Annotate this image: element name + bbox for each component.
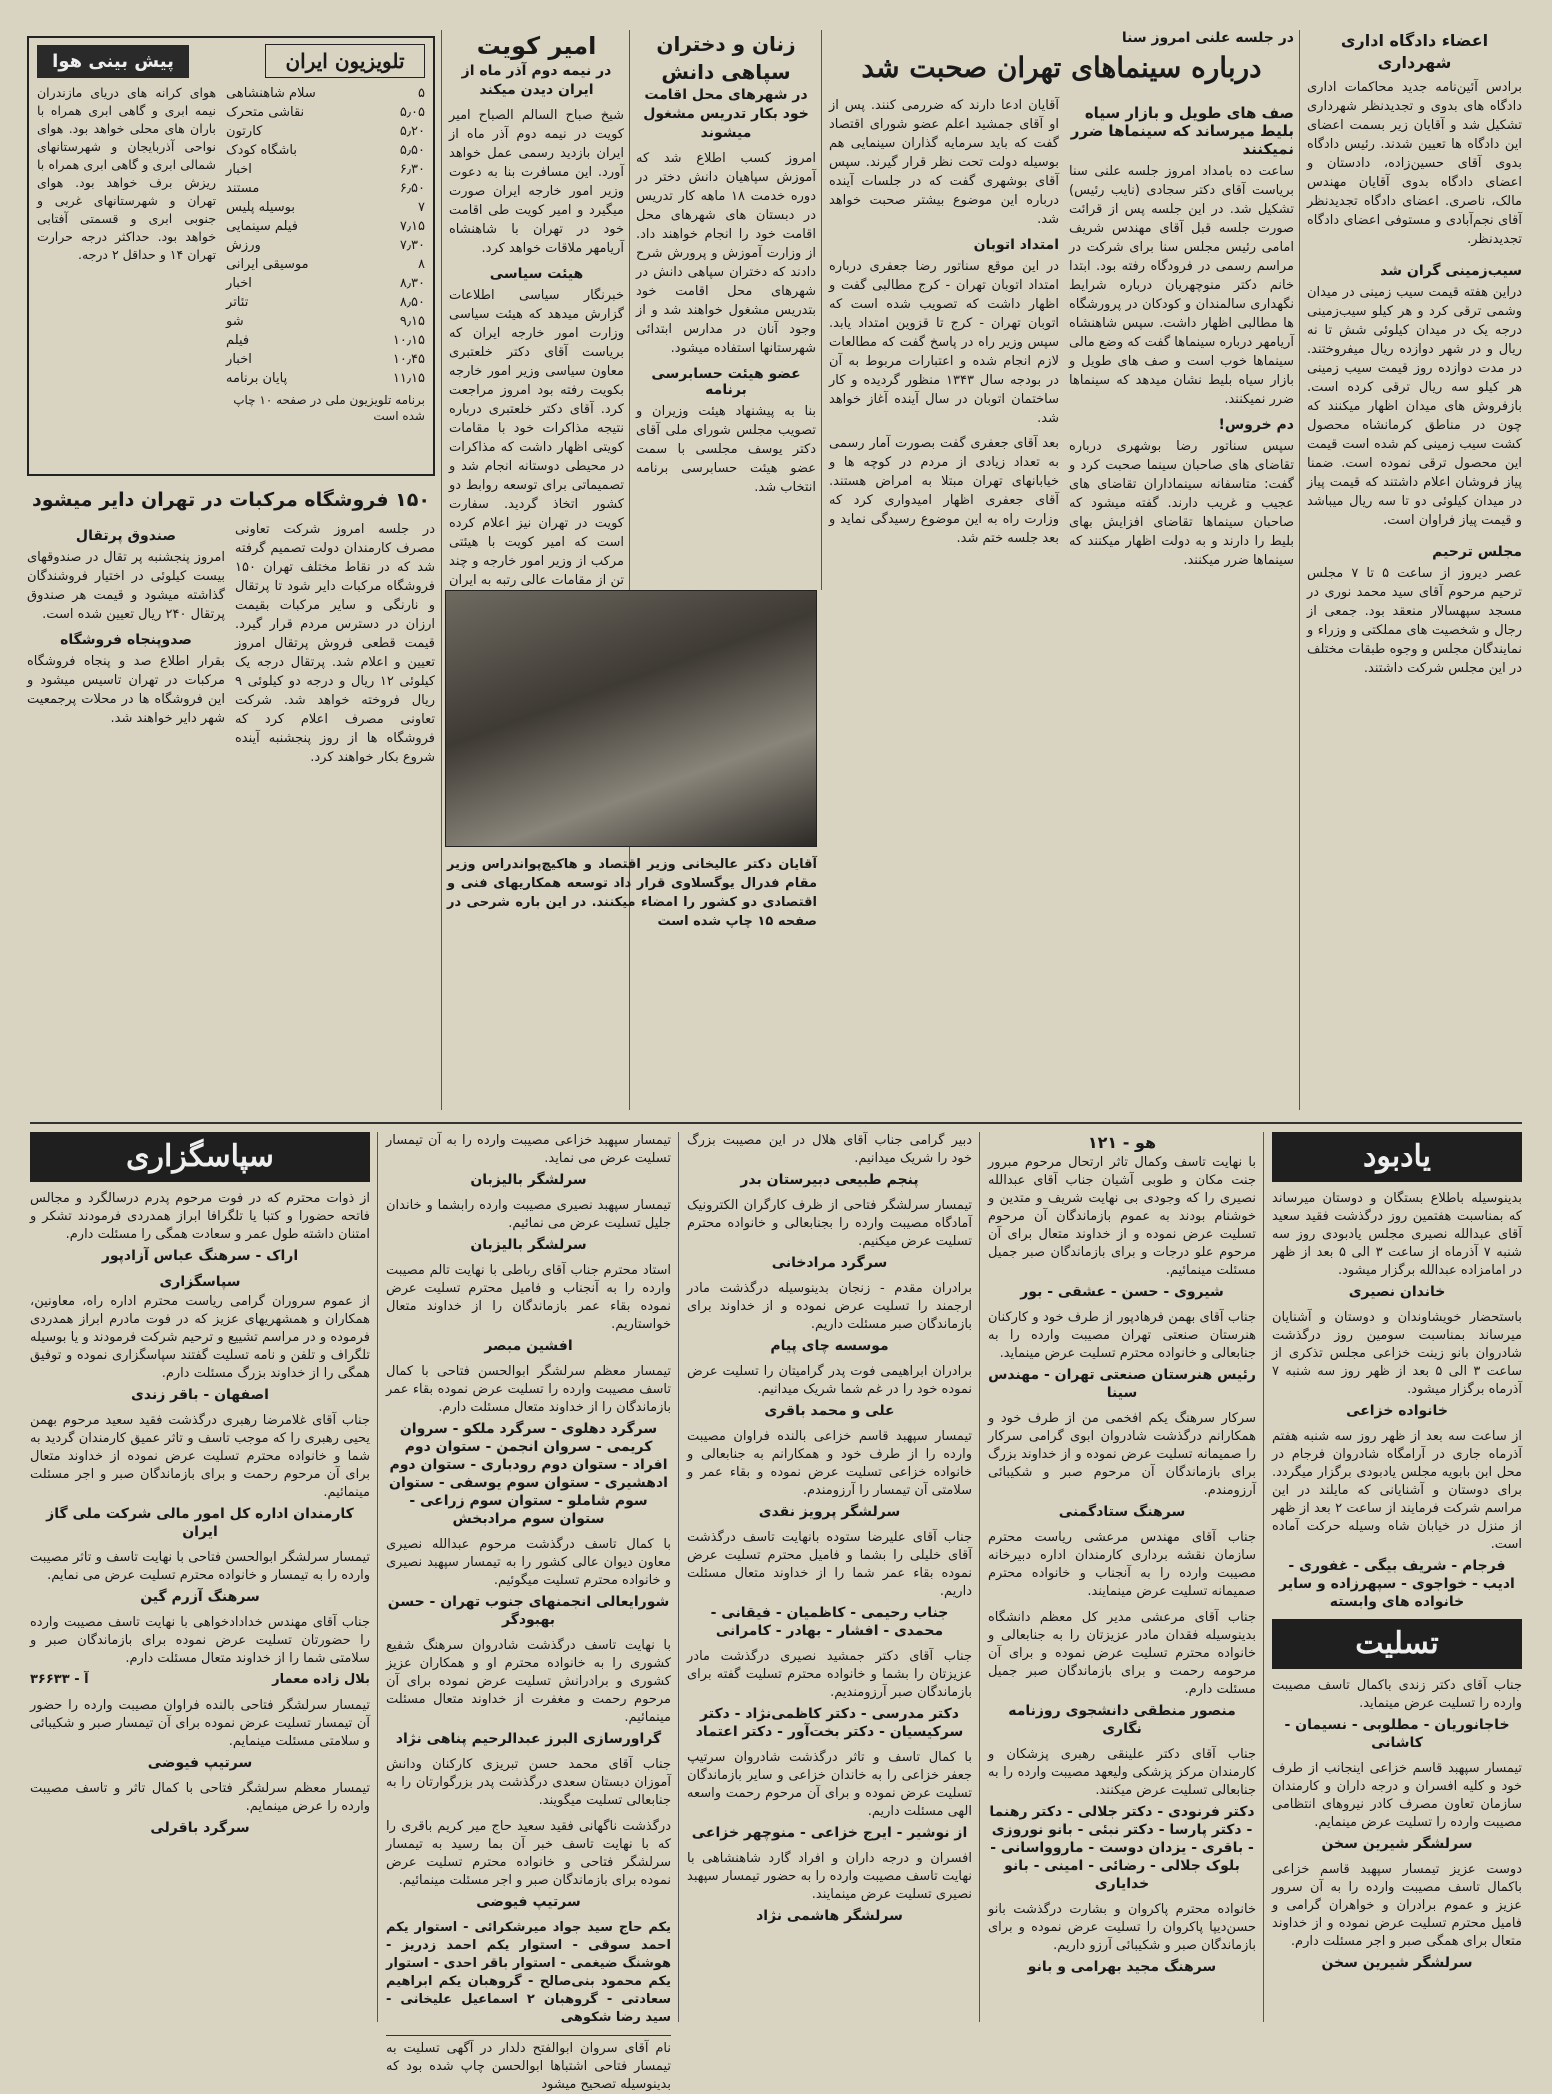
signature-4-3: افشین مبصر [484,1338,573,1354]
notice-4-8: درگذشت ناگهانی فقید سعید حاج میر کریم باقری را که با نهایت تاسف خبر آن بما رسید به تیمسار سرلشگر فتاحی و خانواده محترم تسلیت عرض نموده برای بازماندگان صبر و اجر مسئلت مینمائیم. [386,1819,671,1888]
notice-4-3: استاد محترم جناب آقای رباطی با نهایت تالم مصیبت وارده را به آنجناب و فامیل محترم تسلیت عرض نموده بقاء عمر بازماندگان را از خداوند متعال خواستاریم. [386,1263,671,1332]
column-rule [441,30,442,1110]
tv-program-title: ورزش [226,238,261,253]
column-rule [377,1132,378,2022]
tv-program-time: ۹٫۱۵ [399,314,425,329]
tv-program-title: نقاشی متحرک [226,105,305,120]
banner-memorial: یادبود [1272,1132,1522,1182]
signature-3-4: علی و محمد باقری [764,1403,895,1419]
subhead-potato: سیب‌زمینی گران شد [1380,263,1522,279]
notice-3-5: تیمسار سپهبد قاسم خزاعی بالنده فراوان مصیبت وارده را از طرف خود و همکارانم به جنابعالی و خانواده خزاعی تسلیت عرض نموده و بقاء عمر و سلامتی آن تیمسار را آرزومندم. [687,1429,972,1498]
weather-forecast: هوای کرانه های دریای مازندران نیمه ابری و گاهی ابری همراه با باران های محلی خواهد بود. هوای نواحی آذربایجان و شهرستانهای شمالی ابری و گاهی ابری همراه با ریزش برف خواهد بود. هوای تهران و شهرستانهای غربی و جنوبی ابری و قسمتی آفتابی خواهد بود. حداکثر درجه حرارت تهران ۱۴ و حداقل ۲ درجه. [37,85,217,262]
notice-4-9: یکم حاج سید جواد میرشکرائی - استوار یکم احمد سوقی - استوار یکم احمد زدریز - هوشنگ ضیغمی - استوار باقر احدی - استوار یکم محمود بنی‌صالح - گروهبان یکم ابراهیم سعادتی - گروهبان ۲ اسماعیل علیخانی - سید رضا شکوهی [386,1920,671,2025]
signature-5-5a: بلال زاده معمار [272,1672,370,1687]
notice-condolence-1: جناب آقای دکتر زندی باکمال تاسف مصیبت وارده را تسلیت عرض مینماید. [1272,1678,1522,1711]
notice-condolence-3: دوست عزیز تیمسار سپهبد قاسم خزاعی باکمال تاسف مصیبت وارده را به آن سرور عزیز و عموم برادران و خواهران گرامی و فامیل محترم تسلیت عرض نموده و از خداوند متعال برای همگی صبر و اجر مسئلت دارم. [1272,1862,1522,1949]
article-cinema-part1: ساعت ده بامداد امروز جلسه علنی سنا بریاست آقای دکتر سجادی (نایب رئیس) تشکیل شد. در این جلسه پس از قرائت صورت جلسه قبل آقای مهندس شریف امامی رئیس مجلس سنا برای شرکت در مراسم رسمی در فرودگاه رفته بود. ابتدا خانم دکتر منوچهریان درباره شرایط نگهداری سالمندان و کودکان در پرورشگاه ها مطالبی اظهار داشت. سپس شاهنشاه آریامهر درباره سینماها گفت که وضع مالی سینماها خوب است و صف های طویل و بازار سیاه بلیط نشان میدهد که سینماها ضرر نمیکنند. [1069,164,1294,407]
banner-condolence: تسلیت [1272,1619,1522,1669]
notice-3-6: جناب آقای علیرضا ستوده بانهایت تاسف درگذشت آقای خلیلی را بشما و فامیل محترم تسلیت عرض نموده بقاء عمر شما را از خداوند متعال مسئلت داریم. [687,1530,972,1599]
tv-weather-box [27,36,435,476]
article-political-mission: خبرنگار سیاسی اطلاعات گزارش میدهد که هیئت سیاسی وزارت امور خارجه ایران که بریاست آقای دکتر خلعتبری معاون سیاسی وزیر امور خارجه بکویت رفته بود امروز مراجعت کرد. آقای دکتر خلعتبری درباره نتیجه مذاکرات خود با مقامات کویتی اظهار داشت که مذاکرات در محیطی دوستانه انجام شد و تصمیماتی برای توسعه روابط دو کشور اتخاذ گردید. سفارت کویت در تهران نیز اعلام کرده است که امیر کویت با هیئتی مرکب از وزیر امور خارجه و چند تن از مقامات عالی رتبه به ایران [449,288,624,588]
notice-3-4: برادران ابراهیمی فوت پدر گرامیتان را تسلیت عرض نموده خود را در غم شما شریک میدانیم. [687,1364,972,1397]
notice-3-3: برادران مقدم - زنجان بدینوسیله درگذشت مادر ارجمند را تسلیت عرض نموده و از خداوند برای بازماندگان صبر مسئلت داریم. [687,1281,972,1332]
notice-5-7: تیمسار معظم سرلشگر فتاحی با کمال تاثر و تاسف مصیبت وارده را عرض مینمایم. [30,1781,370,1814]
tv-program-title: اخبار [226,162,252,177]
notice-4-10: نام آقای سروان ابوالفتح دلدار در آگهی تسلیت به تیمسار فتاحی اشتباها ابوالحسن چاپ شده بود که بدینوسیله تصحیح میشود [386,2035,671,2094]
tv-program-title: فیلم سینمایی [226,219,298,234]
notice-4-4: تیمسار معظم سرلشگر ابوالحسن فتاحی با کمال تاسف مصیبت وارده را تسلیت عرض نموده بقاء عمر بازماندگان را از خداوند متعال مسئلت دارم. [386,1364,671,1415]
headline-kuwait: امیر کویت [476,32,597,60]
notice-2-1: با نهایت تاسف وکمال تاثر ارتحال مرحوم مبرور جنت مکان و طوبی آشیان جناب آقای عبدالله نصیری را که وجودی بی نهایت شریف و متدین و خوشنام بودند به عموم بازماندگان آن مرحوم تسلیت عرض نموده و از خداوند متعال برای آن مرحوم علو درجات و برای بازماندگان صبر جمیل مسئلت مینمائیم. [988,1155,1256,1278]
notice-2-7: خانواده محترم پاکروان و بشارت درگذشت بانو حسن‌دیپا پاکروان را تسلیت عرض نموده و برای بازماندگان صبر و شکیبائی آرزو داریم. [988,1902,1256,1953]
article-kuwait: شیخ صباح السالم الصباح امیر کویت در نیمه دوم آذر ماه از ایران بازدید رسمی عمل خواهد آورد. این مسافرت بنا به دعوت وزیر امور خارجه ایران صورت میگیرد و امیر کویت طی اقامت خود در تهران با شاهنشاه آریامهر ملاقات خواهد کرد. [449,108,624,256]
notice-4-1: تیمسار سپهبد خزاعی مصیبت وارده را به آن تیمسار تسلیت عرض می نماید. [386,1133,671,1166]
notice-head-hu: هو - ۱۲۱ [1087,1133,1157,1152]
tv-program-row [226,255,425,274]
signature-2-3: سرهنگ ستادگمنی [1058,1504,1186,1520]
tv-program-title: فیلم [226,333,250,348]
tv-program-row [226,236,425,255]
kicker-senate: در جلسه علنی امروز سنا [1121,30,1294,46]
signature-condolence-2: سرلشگر شیرین سخن [1321,1836,1473,1852]
signature-2-2: رئیس هنرستان صنعتی تهران - مهندس سینا [988,1367,1256,1401]
signature-3-3: موسسه چای پیام [770,1338,889,1354]
article-stores: بقرار اطلاع صد و پنجاه فروشگاه مرکبات در تهران تاسیس میشود و این فروشگاه ها در محلات پرجمعیت شهر دایر خواهند شد. [27,654,225,726]
article-audit-board: بنا به پیشنهاد هیئت وزیران و تصویب مجلس شورای ملی آقای دکتر یوسف مجلسی با سمت عضو هیئت حسابرسی برنامه انتخاب شد. [636,404,816,495]
notice-5-1: از ذوات محترم که در فوت مرحوم پدرم درسالگرد و مجالس فاتحه حضورا و کتبا یا تلگرافا ابراز همدردی فرمودند تشکر و امتنان داشته طول عمر و سعادت همگی را مسئلت دارم. [30,1191,370,1242]
signature-3-1: پنجم طبیعی دبیرستان بدر [740,1172,919,1188]
banner-gratitude: سپاسگزاری [30,1132,370,1182]
subhead-orange-crates: صندوق پرتقال [75,528,177,544]
signing-photo [445,590,817,847]
notice-head-gratitude: سپاسگزاری [159,1274,241,1290]
headline-oranges: ۱۵۰ فروشگاه مرکبات در تهران دایر میشود [32,489,430,511]
notice-2-5: جناب آقای مرعشی مدیر کل معظم دانشگاه بدینوسیله فقدان مادر عزیزتان را به جنابعالی و خانواده محترم تسلیت عرض نموده و برای آن مرحومه رحمت و برای بازماندگان صبر جمیل مسئلت دارم. [988,1610,1256,1697]
tv-note: برنامه تلویزیون ملی در صفحه ۱۰ چاپ شده است [233,393,425,423]
tv-program-row [226,179,425,198]
tv-program-row [226,198,425,217]
tv-program-row [226,293,425,312]
tv-program-time: ۸ [418,257,425,272]
tv-program-row [226,331,425,350]
notice-memorial-2: باستحضار خویشاوندان و دوستان و آشنایان میرساند بمناسبت سومین روز درگذشت شادروان بانو زینت خزاعی مجلس تذکری از ساعت ۳ الی ۵ بعد از ظهر روز سه شنبه ۷ آذرماه برگزار میشود. [1272,1310,1522,1397]
signature-condolence-1: خاجانوریان - مطلوبی - نسیمان - کاشانی [1284,1717,1510,1751]
signature-3-6: جناب رحیمی - کاظمیان - فیقانی - محمدی - افشار - بهادر - کامرانی [710,1605,949,1639]
subhead-rooster: دم خروس! [1218,417,1294,433]
notice-3-9: افسران و درجه داران و افراد گارد شاهنشاهی با نهایت تاسف مصیبت وارده را به حضور تیمسار سپهبد نصیری تسلیت عرض مینمایند. [687,1851,972,1902]
signature-2-6: دکتر فرنودی - دکتر جلالی - دکتر رهنما - دکتر پارسا - دکتر نبئی - بانو نوروزی - باقری - یزدان دوست - ماروواسانی - بلوک جلالی - رضائی - امینی - بانو خدایاری [989,1804,1255,1892]
tv-program-time: ۸٫۳۰ [399,276,425,291]
signature-condolence-3: سرلشگر شیرین سخن [1321,1955,1473,1971]
tv-program-time: ۷ [418,200,425,215]
tv-program-row [226,141,425,160]
subhead-kuwait: در نیمه دوم آذر ماه از ایران دیدن میکند [461,63,612,98]
signature-5-6: سرتیپ فیوضی [147,1755,253,1771]
tv-program-time: ۷٫۳۰ [399,238,425,253]
notice-3-1: دبیر گرامی جناب آقای هلال در این مصیبت بزرگ خود را شریک میدانیم. [687,1133,972,1166]
article-cinema-end: بعد آقای جعفری گفت بصورت آمار رسمی به تعداد زیادی از مردم در کوچه ها و خیابانهای تهران مبتلا به امراض هستند. آقای جعفری اظهار امیدواری کرد که وزارت راه به این موضوع رسیدگی نماید و بعد جلسه ختم شد. [829,436,1059,546]
tv-program-title: باشگاه کودک [226,143,297,158]
tv-program-time: ۱۱٫۱۵ [392,371,425,386]
subhead-highway: امتداد اتوبان [973,237,1059,253]
tv-program-title: سلام شاهنشاهی [226,86,316,101]
article-cinema-part2: سپس سناتور رضا بوشهری درباره تقاضای های صاحبان سینما صحبت کرد و گفت: متاسفانه سینماداران تقاضای های عجیب و غریب دارند. گفته میشود که صاحبان سینماها تقاضای افزایش بهای بلیط را دارند و به دولت اظهار میکنند که سینماها ضرر میکنند. [1069,439,1294,568]
column-cinema [829,30,1294,1110]
subhead-stores: صدوپنجاه فروشگاه [60,632,192,648]
tv-program-time: ۷٫۱۵ [399,219,425,234]
tv-program-time: ۸٫۵۰ [399,295,425,310]
signature-2-5: منصور منطقی دانشجوی روزنامه نگاری [1008,1703,1236,1737]
tv-program-row [226,217,425,236]
signature-4-8: سرتیپ فیوضی [476,1894,581,1910]
signature-4-4: سرگرد دهلوی - سرگرد ملکو - سروان کریمی - سروان انجمن - ستوان دوم افراد - ستوان دوم رودباری - ستوان دوم ادهشیری - ستوان سوم یوسفی - ستوان سوم شاملو - ستوان سوم زراعی - ستوان سوم مرادبخش [389,1421,668,1527]
article-admin-court: برادس آئین‌نامه جدید محاکمات اداری دادگاه های بدوی و تجدیدنظر شهرداری تشکیل شد و آقایان زیر بسمت اعضای این دادگاه ها تعیین شدند. رئیس دادگاه بدوی آقای حسین‌زاده، دادستان و اعضای دادگاه بدوی آقایان مهندس مالک، ناصری. اعضای دادگاه تجدیدنظر آقای نجم‌آبادی و مستوفی اعضای دادگاه تجدیدنظر. [1307,80,1522,247]
tv-program-title: موسیقی ایرانی [226,257,309,272]
tv-program-title: اخبار [226,352,252,367]
tv-program-time: ۵٫۵۰ [399,143,425,158]
notice-2-6: جناب آقای دکتر علینقی رهبری پزشکان و کارمندان مرکز پزشکی ولیعهد مصیبت وارده را به جنابعالی تسلیت عرض میکنند. [988,1747,1256,1798]
notice-4-6: با نهایت تاسف درگذشت شادروان سرهنگ شفیع کشوری را به خانواده محترم او و همکاران عزیز کشوری و برادرانش تسلیت عرض نموده برای آن مرحوم رحمت و مغفرت از خداوند متعال مسئلت مینمائیم. [386,1638,671,1725]
signature-4-6: گراورسازی البرز عبدالرحیم پناهی نژاد [395,1731,662,1747]
subhead-women-teachers: در شهرهای محل اقامت خود بکار تدریس مشغول میشوند [643,87,809,141]
headline-women-teachers: زنان و دختران سپاهی دانش [656,32,796,84]
tv-program-row [226,369,425,388]
notice-4-5: با کمال تاسف درگذشت مرحوم عبدالله نصیری معاون دیوان عالی کشور را به تیمسار سپهبد نصیری و خانواده محترم تسلیت میگوئیم. [386,1537,671,1588]
tv-program-row [226,312,425,331]
tv-program-title: مستند [226,181,260,196]
signature-5-3: کارمندان اداره کل امور مالی شرکت ملی گاز ایران [46,1506,354,1540]
signature-khazaei-family: خانواده خزاعی [1346,1403,1448,1419]
ad-column-memorial [1272,1132,1522,2022]
column-rule [1299,30,1300,1110]
tv-program-title: کارتون [226,124,263,139]
article-potato: دراین هفته قیمت سیب زمینی در میدان وشمی ترقی کرد و هر کیلو سیب‌زمینی درجه یک در میدان کیلوئی شش تا نه ریال و در شهر دوازده ریال میفروختند. در مدت دوازده روز قیمت سیب زمینی هر کیلو سه ریال ترقی کرده است. بازفروش های میدان اظهار میکنند که چون در مناطق کرمانشاه محصول کشت سیب زمینی کم شده است قیمت این محصول ترقی نموده است. ضمنا پیاز فروشان اعلام داشتند که قیمت پیاز در میدان کیلوئی دو تا سه ریال میباشد و قیمت پیاز فراوان است. [1307,285,1522,528]
notice-5-3: جناب آقای غلامرضا رهبری درگذشت فقید سعید مرحوم بهمن یحیی رهبری را که موجب تاسف و تاثر عمیق کارمندان گردید به شما و خانواده محترم تسلیت عرض نموده از خداوند متعال برای آن مرحوم رحمت و برای بازماندگان صبر و اجر مسئلت مینمائیم. [30,1413,370,1500]
signature-2-1: شیروی - حسن - عشقی - بور [1020,1284,1224,1300]
column-admin-court [1307,30,1522,1110]
tv-program-time: ۶٫۵۰ [399,181,425,196]
notice-condolence-2: تیمسار سپهبد قاسم خزاعی اینجانب از طرف خود و کلیه افسران و درجه داران و کارمندان سازمان تعاون مصرف کادر نیروهای انتظامی مصیبت وارده را تسلیت عرض مینمایم. [1272,1761,1522,1830]
article-women-teachers: امروز کسب اطلاع شد که آموزش سپاهیان دانش دختر در دوره خدمت ۱۸ ماهه کار تدریس در دبستان های شهرهای محل اقامت خود را انجام خواهند داد. از وزارت آموزش و پرورش شرح دادند که دختران سپاهی دانش در شهرهای محل اقامت خود بتدریس مشغول خواهند شد و از وجود آنان در مدارس ابتدائی شهرستانها استفاده میشود. [636,151,816,356]
tv-program-row [226,103,425,122]
signature-3-2: سرگرد مرادخانی [771,1255,888,1271]
tv-program-title: تئاتر [226,295,249,310]
tv-program-time: ۶٫۳۰ [399,162,425,177]
tv-program-time: ۱۰٫۱۵ [392,333,425,348]
notice-2-3: سرکار سرهنگ یکم افخمی من از طرف خود و همکارانم درگذشت شادروان ابوی گرامی سرکار را صمیمانه تسلیت عرض نموده و از خداوند بزرگ برای بازماندگان آن مرحوم صبر و شکیبائی آرزومندم. [988,1411,1256,1498]
notice-2-2: جناب آقای بهمن فرهادپور از طرف خود و کارکنان هنرستان صنعتی تهران مصیبت وارده را به جنابعالی و خانواده محترم تسلیت عرض مینماید. [988,1310,1256,1361]
notice-3-7: جناب آقای دکتر جمشید نصیری درگذشت مادر عزیزتان را بشما و خانواده محترم تسلیت گفته برای بازماندگان صبر آرزومندیم. [687,1649,972,1700]
weather-logo: پیش بینی هوا [37,45,189,78]
tv-program-list [226,84,425,388]
column-rule [821,30,822,590]
tv-program-time: ۵ [418,86,425,101]
signature-3-5: سرلشگر پرویز نقدی [758,1504,901,1520]
notice-3-8: با کمال تاسف و تاثر درگذشت شادروان سرتیپ جعفر خزاعی را به خاندان خزاعی و سایر بازماندگان تسلیت عرض نموده و برای آن مرحوم رحمت واسعه الهی مسئلت داریم. [687,1750,972,1819]
tv-program-row [226,274,425,293]
tv-program-row [226,160,425,179]
article-orange-crates: امروز پنجشنبه پر تقال در صندوقهای بیست کیلوئی در اختیار فروشندگان گذاشته میشود و قیمت هر صندوق پرتقال ۲۴۰ ریال تعیین شده است. [27,550,225,622]
column-oranges [27,486,435,1110]
notice-memorial-1: بدینوسیله باطلاع بستگان و دوستان میرساند که بمناسبت هفتمین روز درگذشت فقید سعید آقای عبدالله نصیری مجلس یادبودی روز سه شنبه ۷ آذرماه از ساعت ۳ الی ۵ بعد از ظهر در امامزاده عبدالله برگزار میشود. [1272,1191,1522,1278]
section-divider [30,1122,1522,1124]
signature-nasiri-family: خاندان نصیری [1348,1284,1446,1300]
ad-column-3 [687,1132,972,2022]
article-cinema-part3: آقایان ادعا دارند که ضررمی کنند. پس از او آقای جمشید اعلم عضو شورای اقتصاد گفت که باید سرمایه گذاران سینمایی هم بوسیله دولت تحت نظر قرار گیرند. سپس آقای بوشهری گفت که در جلسات آینده درباره این موضوع بیشتر صحبت خواهد شد. [829,98,1059,227]
notice-3-2: تیمسار سرلشگر فتاحی از ظرف کارگران الکترونیک آمادگاه مصیبت وارده را بجنابعالی و خانواده محترم تسلیت عرض میکنیم. [687,1198,972,1249]
tv-program-title: اخبار [226,276,252,291]
column-women-teachers [636,30,816,590]
tv-logo: تلویزیون ایران [265,44,425,78]
notice-5-6: تیمسار سرلشگر فتاحی بالنده فراوان مصیبت وارده را حضور آن تیمسار تسلیت عرض نموده برای آن تیمسار صبر و شکیبائی و سلامتی مسئلت مینمایم. [30,1698,370,1749]
ad-code: آ - ۳۶۶۳۳ [30,1672,89,1687]
article-highway: در این موقع سناتور رضا جعفری درباره امتداد اتوبان تهران - کرج مطالبی گفت و اظهار داشت که تصویب شده است که اتوبان تهران - کرج تا قزوین امتداد یابد. سپس وزیر راه در پاسخ گفت که مطالعات لازم انجام شده و اعتبارات مربوط به آن در بودجه سال ۱۳۴۳ منظور گردیده و کار ساختمان اتوبان در سال آینده آغاز خواهد شد. [829,259,1059,426]
signature-2-7: سرهنگ مجید بهرامی و بانو [1027,1959,1217,1975]
article-oranges: در جلسه امروز شرکت تعاونی مصرف کارمندان دولت تصمیم گرفته شد که در نقاط مختلف تهران ۱۵۰ فروشگاه مرکبات دایر شود تا پرتقال و نارنگی و سایر مرکبات بقیمت ارزان در دسترس مردم قرار گیرد. قیمت قطعی فروش پرتقال امروز تعیین و اعلام شد. پرتقال درجه یک کیلوئی ۱۲ ریال و درجه دو کیلوئی ۹ ریال فروخته خواهد شد. شرکت تعاونی مصرف اعلام کرد که فروشگاه ها از روز پنجشنبه آینده شروع بکار خواهند کرد. [235,522,435,765]
notice-memorial-3: از ساعت سه بعد از ظهر روز سه شنبه هفتم آذرماه جاری در آرامگاه شادروان فرجام در محل ابن بابویه مجلس یادبودی برگزار میگردد. برای دوستان و آشنایانی که مایلند در این مراسم شرکت فرمایند از ساعت ۲ بعد از ظهر از منزل در خیابان شاه وسیله حرکت آماده است. [1272,1429,1522,1552]
notice-2-4: جناب آقای مهندس مرعشی ریاست محترم سازمان نقشه برداری کارمندان اداره دبیرخانه مصیبت وارده را به آنجناب و خانواده محترم صمیمانه تسلیت عرض مینمایند. [988,1530,1256,1599]
subhead-memorial: مجلس ترحیم [1432,544,1522,560]
ad-column-2 [988,1132,1256,2022]
notice-5-5: جناب آقای مهندس خدادادخواهی با نهایت تاسف مصیبت وارده را حضورتان تسلیت عرض نموده برای بازماندگان صبر و سلامتی شما را از خداوند متعال مسئلت دارم. [30,1615,370,1666]
column-rule [979,1132,980,2022]
headline-cinema: درباره سینماهای تهران صحبت شد [861,51,1262,84]
ad-column-4 [386,1132,671,2092]
column-rule [1263,1132,1264,2022]
tv-program-time: ۵٫۰۵ [399,105,425,120]
signature-3-8: از نوشیر - ایرج خزاعی - منوچهر خزاعی [691,1825,968,1841]
tv-program-title: شو [226,314,244,329]
signature-4-5: شورایعالی انجمنهای جنوب تهران - حسن بهبودگر [387,1594,670,1628]
notice-4-7: جناب آقای محمد حسن تبریزی کارکنان ودانش آموزان دبستان سعدی درگذشت پدر بزرگوارتان را به جنابعالی تسلیت میگویند. [386,1757,671,1808]
column-rule [678,1132,679,2022]
tv-program-row [226,350,425,369]
subhead-political-mission: هیئت سیاسی [489,266,584,282]
notice-4-2: تیمسار سپهبد نصیری مصیبت وارده رابشما و خاندان جلیل تسلیت عرض می نمائیم. [386,1198,671,1231]
signature-3-7: دکتر مدرسی - دکتر کاظمی‌نژاد - دکتر سرکیسیان - دکتر بخت‌آور - دکتر اعتماد [695,1706,964,1740]
headline-admin-court: اعضاء دادگاه اداری شهرداری [1340,31,1489,72]
ad-column-gratitude [30,1132,370,2022]
tv-program-time: ۵٫۲۰ [399,124,425,139]
signature-5-4: سرهنگ آزرم گین [140,1589,260,1605]
signature-farjam-family: فرجام - شریف بیگی - غفوری - ادیب - خواجوی - سپهرزاده و سایر خانواده های وابسته [1279,1558,1515,1610]
photo-caption: آقایان دکتر عالیخانی وزیر اقتصاد و هاکیچ‌پواندراس وزیر مقام فدرال یوگسلاوی قرار داد توسعه همکاریهای فنی و اقتصادی دو کشور را امضاء میکنند. در این باره شرحی در صفحه ۱۵ چاپ شده است [447,857,817,929]
subhead-audit-board: عضو هیئت حسابرسی برنامه [651,366,801,398]
signature-4-1: سرلشگر بالیزبان [470,1172,587,1188]
signature-4-2: سرلشگر بالیزبان [470,1237,587,1253]
signature-5-2: اصفهان - باقر زندی [131,1387,269,1403]
notice-5-4: تیمسار سرلشگر ابوالحسن فتاحی با نهایت تاسف و تاثر مصیبت وارده را به تیمسار و خانواده محترم تسلیت عرض می نمایم. [30,1550,370,1583]
notice-5-2: از عموم سروران گرامی ریاست محترم اداره راه، معاونین، همکاران و همشهریهای عزیز که در فوت مادرم ابراز همدردی فرموده و در مراسم تشییع و ترحیم شرکت فرمودند و یا بوسیله تلگراف و تلفن و نامه تسلیت گفتند سپاسگزاری نموده و توفیق همگی را از خداوند بزرگ مسئلت دارم. [30,1294,370,1381]
column-rule [629,30,630,1110]
signature-3-9: سرلشگر هاشمی نژاد [756,1908,903,1924]
tv-program-time: ۱۰٫۴۵ [392,352,425,367]
column-kuwait [449,30,624,1110]
tv-program-title: پایان برنامه [226,371,288,386]
tv-program-row [226,84,425,103]
subhead-long-queues: صف های طویل و بازار سیاه بلیط میرساند که سینماها ضرر نمیکنند [1070,104,1294,158]
signature-5-7: سرگرد باقرلی [150,1820,250,1836]
tv-program-title: بوسیله پلیس [226,200,296,215]
article-memorial: عصر دیروز از ساعت ۵ تا ۷ مجلس ترحیم مرحوم آقای سید محمد نوری در مسجد سپهسالار منعقد بود. جمعی از رجال و شخصیت های مملکتی و وزراء و نمایندگان مجلس و وجوه طبقات مختلف در این مجلس شرکت داشتند. [1307,566,1522,676]
tv-program-row [226,122,425,141]
signature-5-1: اراک - سرهنگ عباس آزادپور [101,1248,299,1264]
